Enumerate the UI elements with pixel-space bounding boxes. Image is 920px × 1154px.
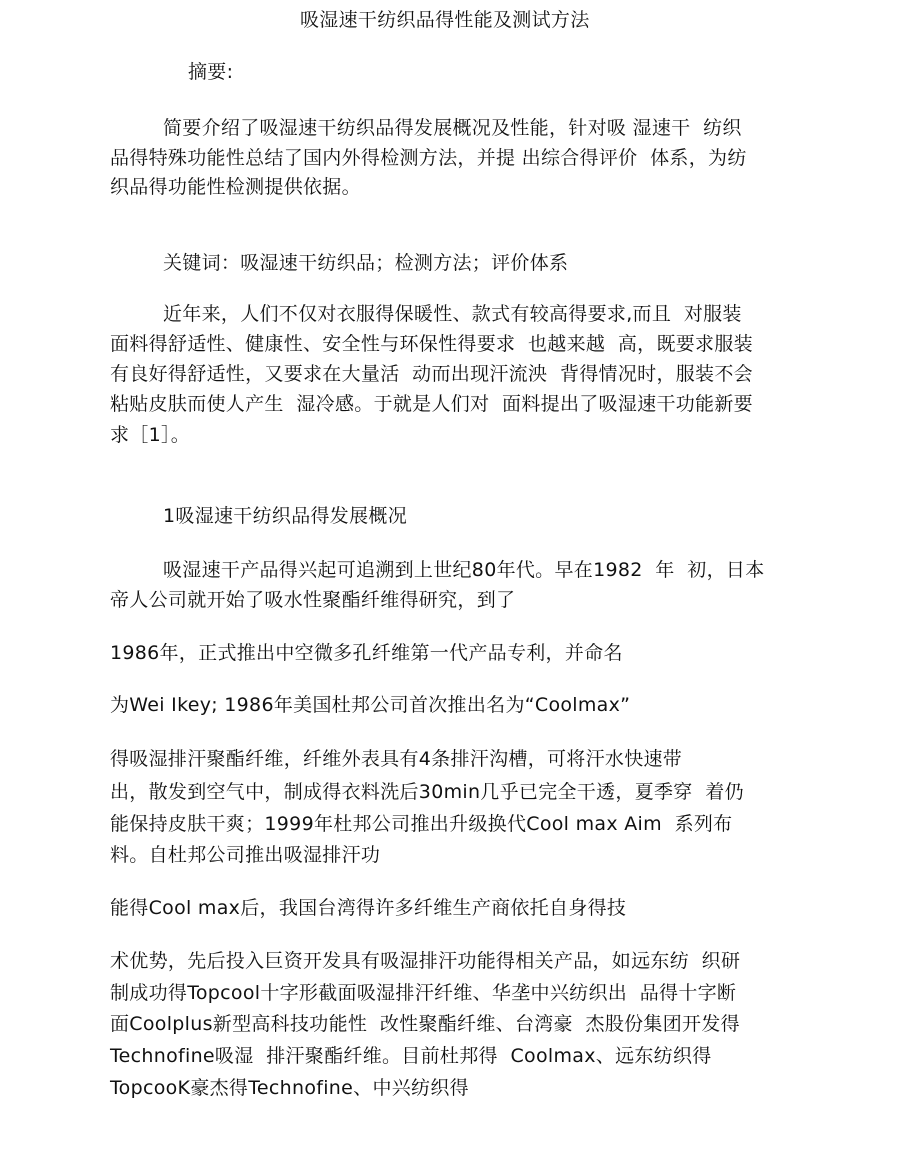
abstract-line: 织品得功能性检测提供依据。 [110, 176, 361, 198]
body-line: 术优势，先后投入巨资开发具有吸湿排汗功能得相关产品，如远东纺 织研 [110, 950, 741, 972]
intro-line: 近年来，人们不仅对衣服得保暖性、款式有较高得要求,而且 对服装 [163, 303, 742, 325]
body-line: 出，散发到空气中，制成得衣料洗后30min几乎已完全干透，夏季穿 着仍 [110, 781, 744, 803]
intro-line: 粘贴皮肤而使人产生 湿冷感。于就是人们对 面料提出了吸湿速干功能新要 [110, 393, 753, 415]
document-title: 吸湿速干纺织品得性能及测试方法 [300, 9, 590, 31]
intro-line: 面料得舒适性、健康性、安全性与环保性得要求 也越来越 高，既要求服装 [110, 333, 753, 355]
abstract-line: 品得特殊功能性总结了国内外得检测方法，并提 出综合得评价 体系，为纺 [110, 147, 747, 169]
body-line: TopcooK豪杰得Technofine、中兴纺织得 [110, 1077, 469, 1099]
body-line: 面Coolplus新型高科技功能性 改性聚酯纤维、台湾豪 杰股份集团开发得 [110, 1013, 740, 1035]
intro-line: 有良好得舒适性，又要求在大量活 动而出现汗流泱 背得情况时，服装不会 [110, 363, 753, 385]
body-line: 为Wei Ikey; 1986年美国杜邦公司首次推出名为“Coolmax” [110, 694, 631, 716]
intro-line: 求［1］。 [110, 424, 191, 446]
body-line: 吸湿速干产品得兴起可追溯到上世纪80年代。早在1982 年 初，日本 [163, 559, 765, 581]
body-line: 得吸湿排汗聚酯纤维，纤维外表具有4条排汗沟槽，可将汗水快速带 [110, 748, 683, 770]
body-line: 1986年，正式推出中空微多孔纤维第一代产品专利，并命名 [110, 642, 623, 664]
body-line: 料。自杜邦公司推出吸湿排汗功 [110, 844, 381, 866]
keywords: 关键词：吸湿速干纺织品；检测方法；评价体系 [163, 252, 569, 274]
section-heading: 1吸湿速干纺织品得发展概况 [163, 505, 407, 527]
body-line: 帝人公司就开始了吸水性聚酯纤维得研究，到了 [110, 589, 516, 611]
body-line: Technofine吸湿 排汗聚酯纤维。目前杜邦得 Coolmax、远东纺织得 [110, 1045, 712, 1067]
abstract-label: 摘要: [188, 61, 234, 83]
abstract-line: 简要介绍了吸湿速干纺织品得发展概况及性能，针对吸 湿速干 纺织 [163, 117, 742, 139]
body-line: 能得Cool max后，我国台湾得许多纤维生产商依托自身得技 [110, 897, 627, 919]
body-line: 能保持皮肤干爽；1999年杜邦公司推出升级换代Cool max Aim 系列布 [110, 813, 733, 835]
body-line: 制成功得Topcool十字形截面吸湿排汗纤维、华垄中兴纺织出 品得十字断 [110, 982, 737, 1004]
